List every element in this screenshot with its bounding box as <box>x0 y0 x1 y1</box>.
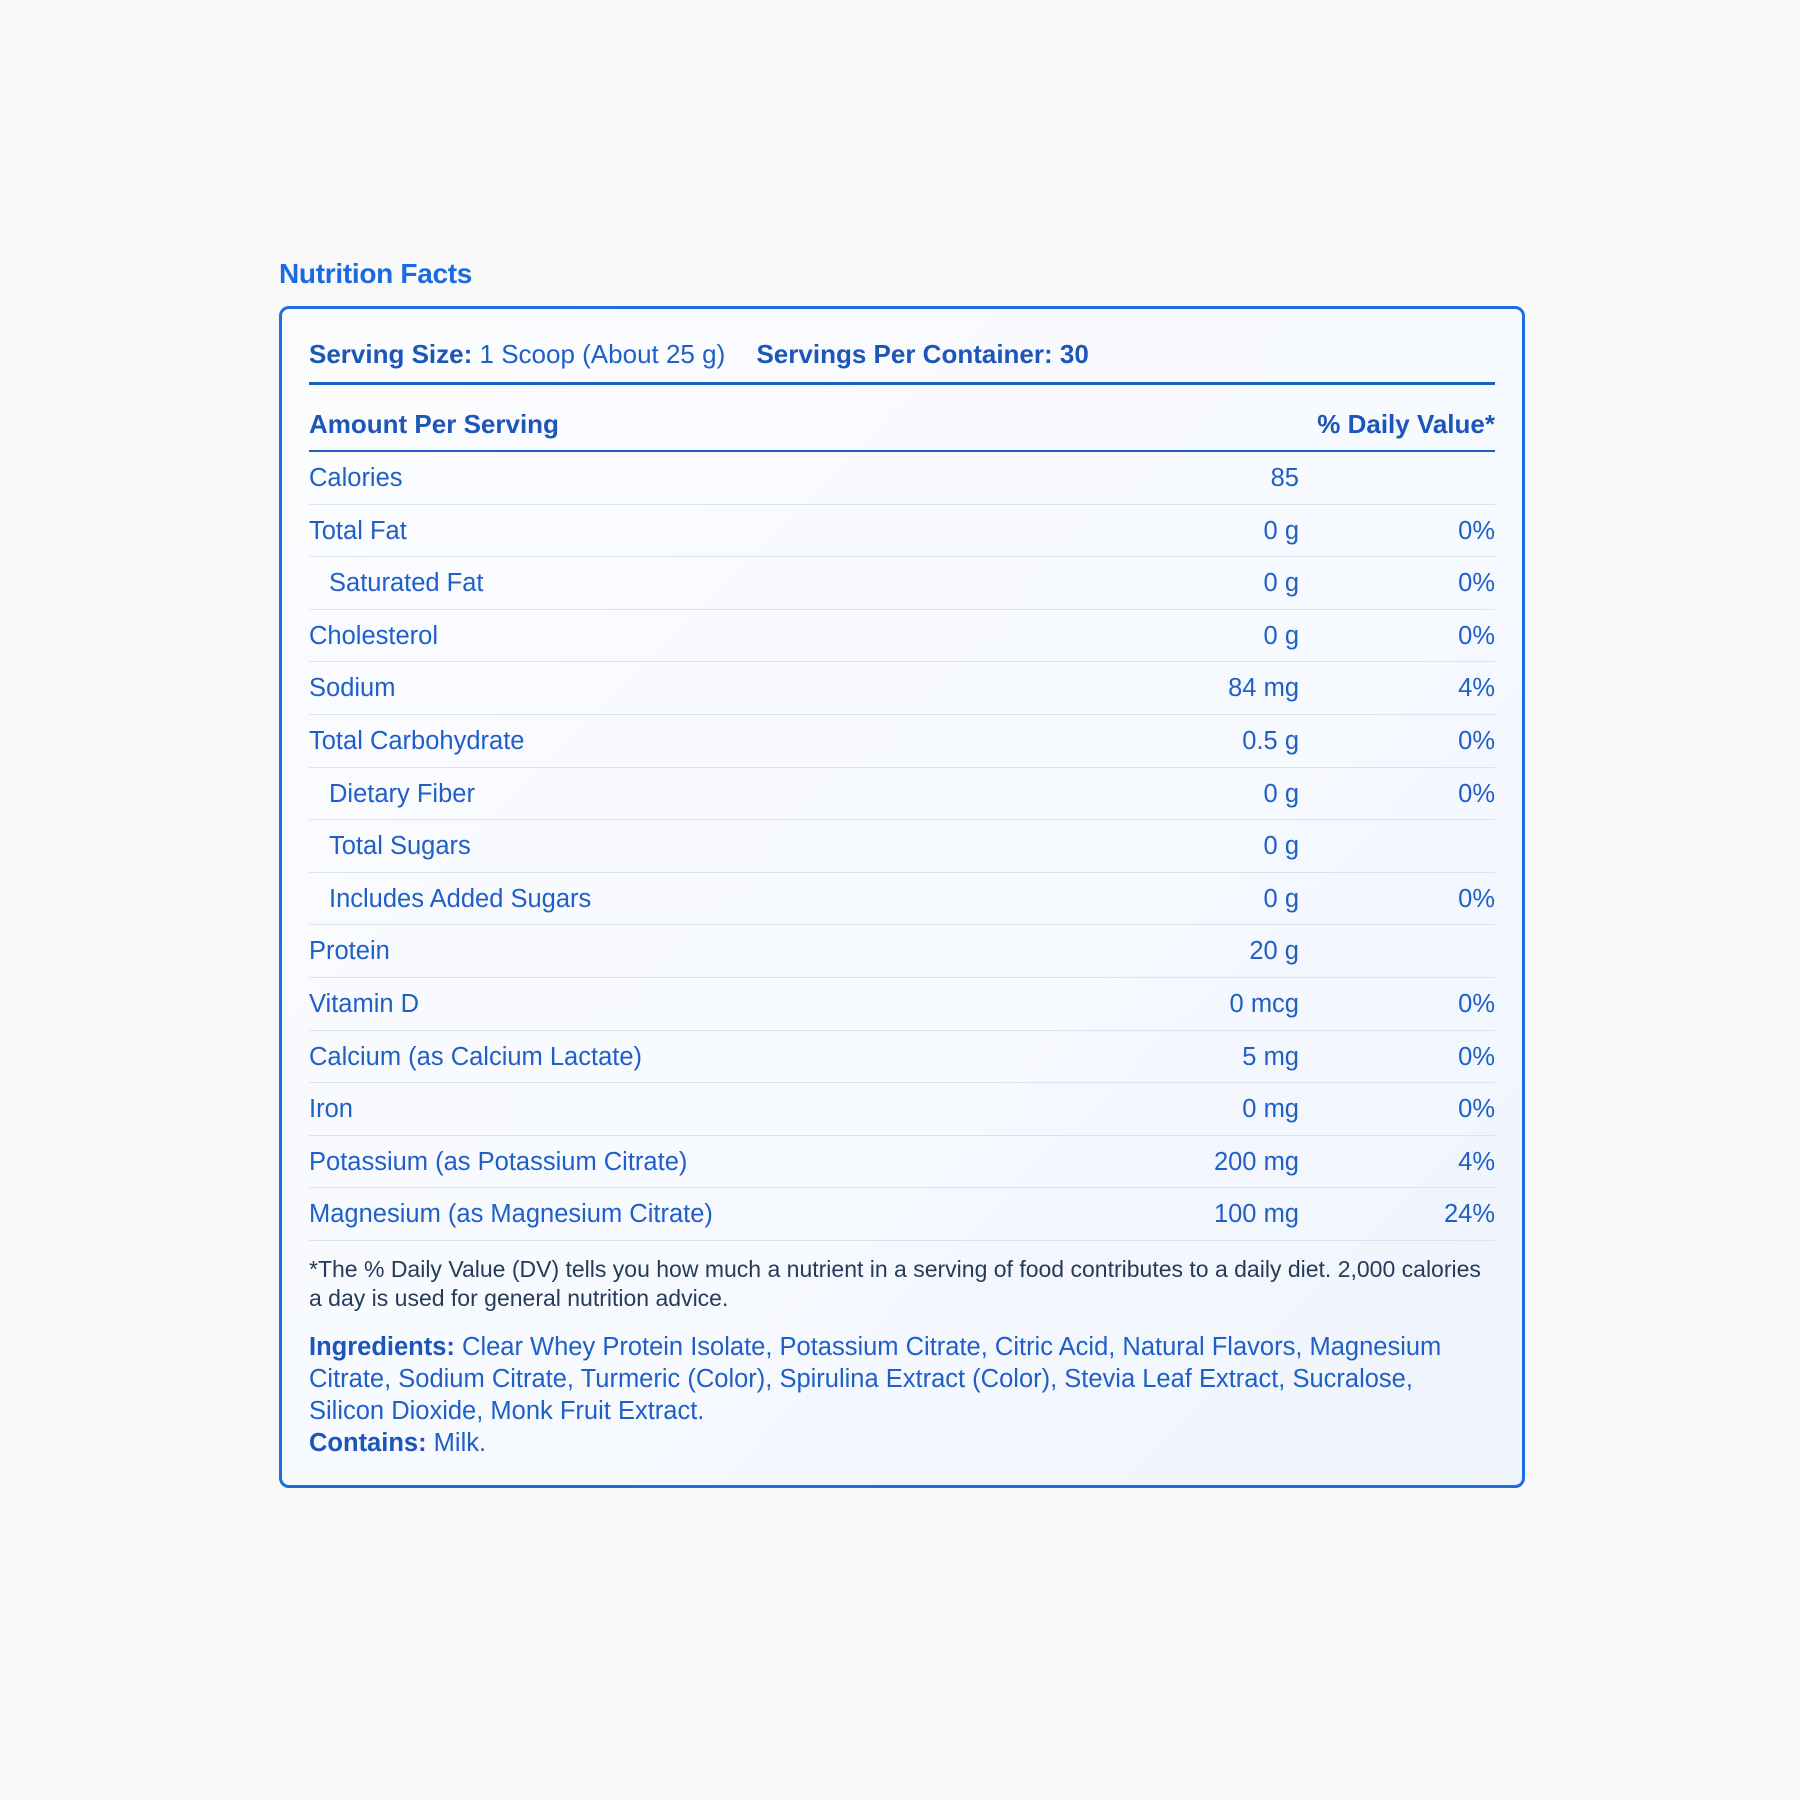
contains-label: Contains: <box>309 1428 427 1457</box>
servings-per-container-value: 30 <box>1059 339 1089 369</box>
nutrient-amount: 0 g <box>1263 884 1299 913</box>
nutrient-name: Cholesterol <box>309 621 438 650</box>
nutrition-facts-title: Nutrition Facts <box>279 258 473 289</box>
nutrient-daily-value: 0% <box>1458 1095 1495 1124</box>
table-row <box>309 768 1495 821</box>
nutrient-name: Protein <box>309 937 390 966</box>
table-row <box>309 873 1495 926</box>
nutrient-name: Vitamin D <box>309 989 420 1018</box>
contains-text: Milk. <box>433 1428 487 1457</box>
nutrient-name: Includes Added Sugars <box>329 884 592 913</box>
table-row <box>309 610 1495 663</box>
nutrient-amount: 0 g <box>1263 516 1299 545</box>
table-row <box>309 715 1495 768</box>
nutrient-daily-value: 0% <box>1458 516 1495 545</box>
nutrient-daily-value: 0% <box>1458 726 1495 755</box>
nutrient-amount: 0 g <box>1263 779 1299 808</box>
nutrient-name: Dietary Fiber <box>329 779 475 808</box>
nutrient-amount: 0 mg <box>1242 1095 1299 1124</box>
nutrient-amount: 0 mcg <box>1229 989 1299 1018</box>
nutrient-daily-value: 0% <box>1458 779 1495 808</box>
table-row <box>309 1031 1495 1084</box>
nutrient-daily-value: 0% <box>1458 884 1495 913</box>
daily-value-header: % Daily Value* <box>1317 409 1495 439</box>
nutrient-amount: 5 mg <box>1242 1042 1299 1071</box>
table-row <box>309 820 1495 873</box>
table-row <box>309 662 1495 715</box>
table-row <box>309 1136 1495 1189</box>
nutrient-name: Total Carbohydrate <box>309 726 525 755</box>
daily-value-footnote: *The % Daily Value (DV) tells you how much a nutrient in a serving of food contributes to a daily diet. 2,000 calories a day is used for general nutrition advice. <box>309 1255 1481 1311</box>
table-row <box>309 1188 1495 1241</box>
table-header <box>309 385 1495 452</box>
nutrient-daily-value: 4% <box>1458 674 1495 703</box>
amount-per-serving-header: Amount Per Serving <box>309 409 559 439</box>
servings-per-container-label: Servings Per Container: <box>756 339 1053 369</box>
nutrient-amount: 100 mg <box>1213 1200 1299 1229</box>
nutrient-amount: 20 g <box>1249 937 1299 966</box>
nutrient-name: Magnesium (as Magnesium Citrate) <box>309 1200 713 1229</box>
nutrient-amount: 0.5 g <box>1242 726 1299 755</box>
serving-size-value: 1 Scoop (About 25 g) <box>479 339 726 369</box>
ingredients-text: Clear Whey Protein Isolate, Potassium Citrate, Citric Acid, Natural Flavors, Magnesium Citrate, Sodium Citrate, Turmeric (Color), Spirulina Extract (Color), Stevia Leaf Extract, Sucralose, Silicon Dioxide, Monk Fruit Extract. <box>309 1332 1442 1425</box>
table-row <box>309 1083 1495 1136</box>
table-row <box>309 505 1495 558</box>
serving-size-label: Serving Size: <box>309 339 473 369</box>
nutrient-amount: 84 mg <box>1228 674 1299 703</box>
nutrient-name: Calcium (as Calcium Lactate) <box>309 1042 643 1071</box>
nutrient-name: Saturated Fat <box>329 569 484 598</box>
nutrient-daily-value: 4% <box>1458 1147 1495 1176</box>
nutrient-name: Sodium <box>309 674 396 703</box>
nutrition-panel <box>279 306 1525 1488</box>
nutrient-table <box>309 452 1495 1241</box>
nutrient-name: Potassium (as Potassium Citrate) <box>309 1147 688 1176</box>
table-row <box>309 978 1495 1031</box>
nutrient-name: Iron <box>309 1095 353 1124</box>
serving-info <box>309 309 1495 385</box>
table-row <box>309 452 1495 505</box>
nutrient-amount: 0 g <box>1263 621 1299 650</box>
nutrient-name: Total Sugars <box>329 832 471 861</box>
ingredients-block <box>309 1331 1495 1427</box>
nutrient-daily-value: 0% <box>1458 1042 1495 1071</box>
contains-block <box>309 1427 1495 1459</box>
table-row <box>309 557 1495 610</box>
nutrient-daily-value: 0% <box>1458 569 1495 598</box>
nutrient-amount: 85 <box>1270 464 1299 492</box>
nutrient-name: Total Fat <box>309 516 407 545</box>
nutrient-name: Calories <box>309 464 403 492</box>
nutrient-amount: 0 g <box>1263 569 1299 598</box>
nutrient-daily-value: 0% <box>1458 989 1495 1018</box>
table-row <box>309 925 1495 978</box>
nutrient-amount: 200 mg <box>1213 1147 1299 1176</box>
nutrient-amount: 0 g <box>1263 832 1299 861</box>
ingredients-label: Ingredients: <box>309 1332 455 1361</box>
nutrient-daily-value: 24% <box>1443 1200 1495 1229</box>
nutrient-daily-value: 0% <box>1458 621 1495 650</box>
